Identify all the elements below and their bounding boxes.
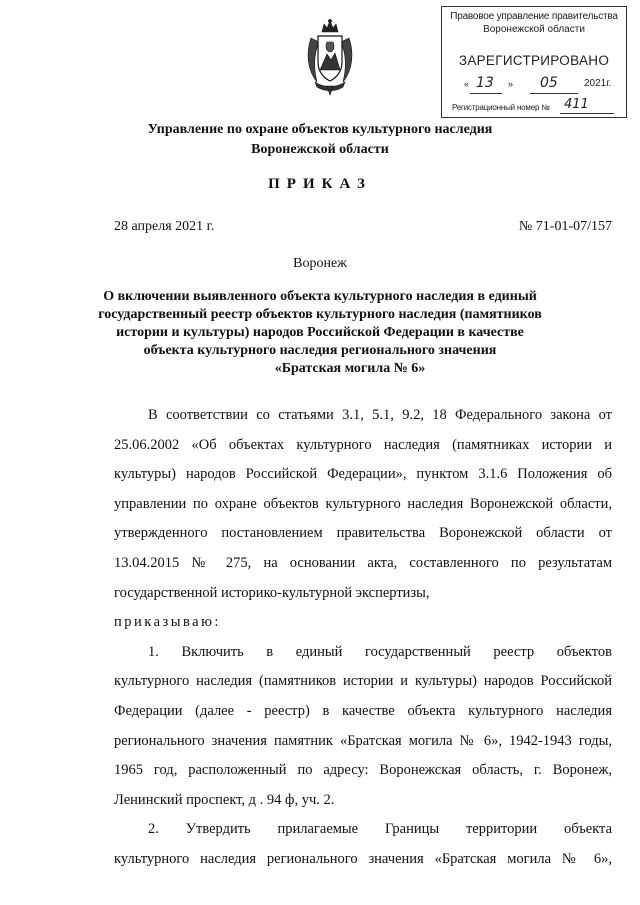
heading-line: истории и культуры) народов Российской Федерации в качестве (116, 325, 524, 340)
organization-name-line2: Воронежской области (251, 142, 389, 157)
body-line: 13.04.2015 № 275, на основании акта, составленного по результатам (114, 554, 612, 571)
stamp-reg-number-underline (560, 113, 614, 114)
stamp-authority-line1: Правовое управление правительства (450, 11, 618, 22)
item1-line: регионального значения памятник «Братская могила № 6», 1942-1943 годы, (114, 732, 612, 749)
stamp-month: 05 (540, 75, 558, 91)
organization-name-line1: Управление по охране объектов культурного наследия (147, 122, 493, 137)
item2-line: культурного наследия регионального значения «Братская могила № 6», (114, 850, 612, 867)
order-body (114, 401, 612, 875)
body-line: культуры) народов Российской Федерации», пунктом 3.1.6 Положения об (114, 466, 612, 483)
item1-line: Ленинский проспект, д . 94 ф, уч. 2. (114, 791, 335, 808)
stamp-year: 2021г. (584, 78, 612, 89)
item1-line: 1965 год, расположенный по адресу: Воронежская область, г. Воронеж, (114, 762, 612, 779)
heading-line: О включении выявленного объекта культурного наследия в единый (103, 289, 537, 304)
stamp-month-underline (530, 93, 578, 94)
stamp-reg-number-label: Регистрационный номер № (452, 103, 550, 112)
heading-line: объекта культурного наследия регионального значения (143, 343, 497, 358)
stamp-reg-number: 411 (564, 97, 589, 112)
body-line: 25.06.2002 «Об объектах культурного наследия (памятниках истории и (114, 436, 612, 453)
city: Воронеж (293, 256, 347, 271)
body-line: утвержденного постановлением правительства Воронежской области от (114, 525, 612, 542)
stamp-day-underline (470, 93, 502, 94)
document-type-title: ПРИКАЗ (268, 176, 372, 192)
item1-line: культурного наследия (памятников истории и культуры) народов Российской (114, 673, 612, 690)
stamp-authority-line2: Воронежской области (483, 24, 585, 35)
order-date: 28 апреля 2021 г. (114, 219, 215, 234)
stamp-day: 13 (476, 75, 494, 91)
stamp-date (456, 75, 616, 93)
stamp-quote-open: « (464, 79, 470, 89)
order-number: № 71-01-07/157 (518, 219, 612, 234)
item2-line: 2. Утвердить прилагаемые Границы территории объекта (148, 821, 612, 838)
heading-line: «Братская могила № 6» (274, 361, 426, 376)
item1-line: 1. Включить в единый государственный реестр объектов (148, 643, 612, 660)
stamp-registered-label: ЗАРЕГИСТРИРОВАНО (458, 53, 610, 68)
coat-of-arms-icon (305, 18, 355, 96)
order-verb: приказываю: (114, 614, 221, 631)
body-line: В соответствии со статьями 3.1, 5.1, 9.2, 18 Федерального закона от (148, 407, 612, 423)
heading-line: государственный реестр объектов культурного наследия (памятников (98, 307, 542, 322)
body-line: государственной историко-культурной экспертизы, (114, 584, 430, 601)
order-heading (90, 288, 550, 378)
item1-line: Федерации (далее - реестр) в качестве объекта культурного наследия (114, 702, 612, 719)
stamp-quote-close: » (508, 79, 514, 89)
registration-stamp (441, 6, 627, 118)
body-line: управлении по охране объектов культурного наследия Воронежской области, (114, 495, 612, 512)
